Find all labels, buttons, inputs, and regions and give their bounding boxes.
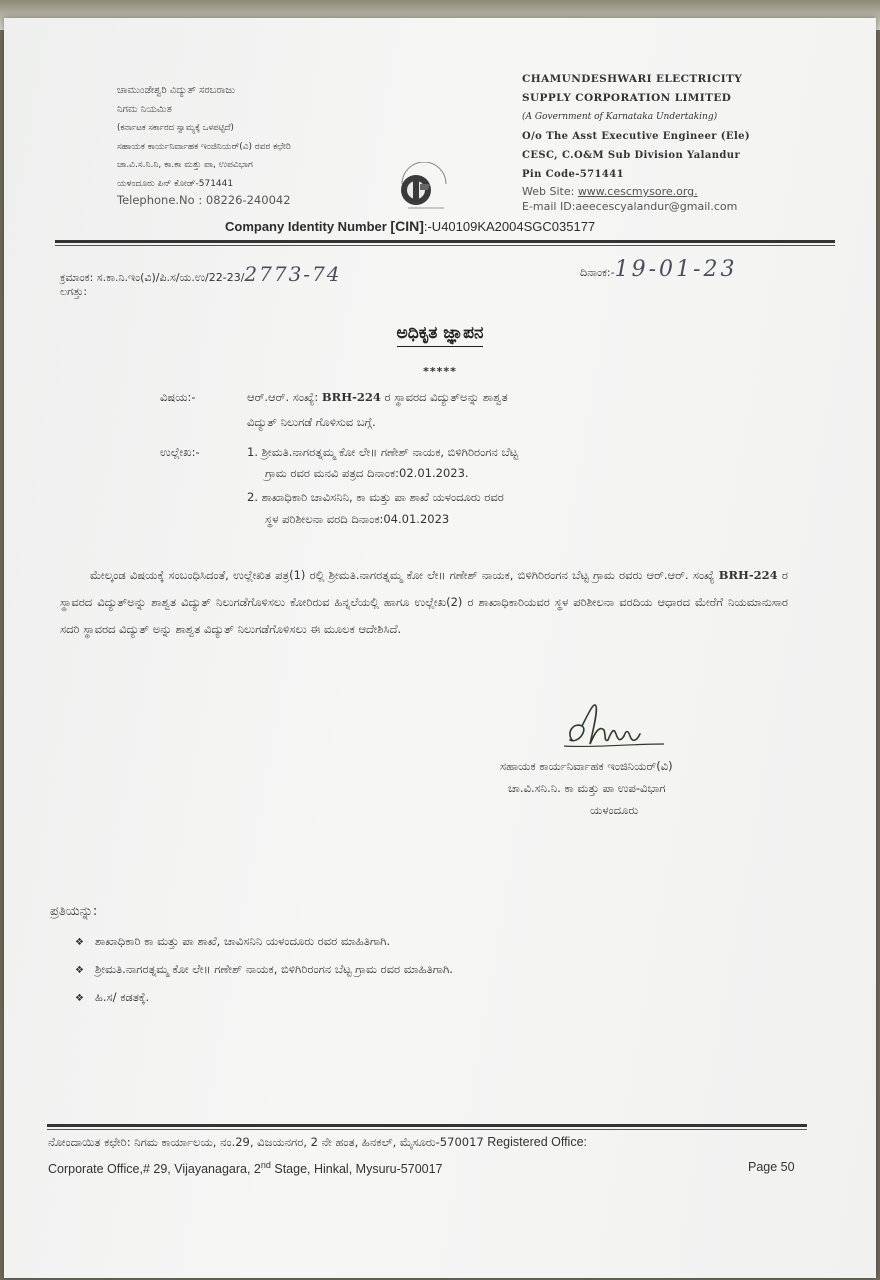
company-logo (394, 162, 454, 212)
reference-item-2-line-2: ಸ್ಥಳ ಪರಿಶೀಲನಾ ವರದಿ ದಿನಾಂಕ:04.01.2023 (265, 512, 450, 526)
list-item: ❖ ಹಿ.ಸ/ ಕಡತಕ್ಕೆ. (75, 984, 453, 1012)
footer-registered-office: ನೋಂದಾಯಿತ ಕಛೇರಿ: ನಿಗಮ ಕಾರ್ಯಾಲಯ, ನಂ.29, ವಿಜಯನಗರ, 2 ನೇ ಹಂತ, ಹಿನಕಲ್, ಮೈಸೂರು-570017 Registered Office: (48, 1135, 588, 1149)
telephone: Telephone.No : 08226-240042 (117, 193, 291, 207)
cin-label: Company Identity Number (225, 219, 391, 234)
subject-line-2: ವಿದ್ಯುತ್ ನಿಲುಗಡೆ ಗೊಳಿಸುವ ಬಗ್ಗೆ. (247, 415, 376, 429)
kannada-company-line: ನಿಗಮ ನಿಯಮಿತ (117, 103, 172, 115)
email-line: E-mail ID:aeecescyalandur@gmail.com (522, 200, 738, 213)
english-office-line: O/o The Asst Executive Engineer (Ele) (522, 131, 751, 142)
kannada-division-line: ಚಾ.ವಿ.ಸ.ನಿ.ನಿ, ಕಾ.ಕಾ ಮತ್ತು ಪಾ, ಉಪವಿಭಾಗ (117, 160, 253, 170)
kannada-company-line: ಚಾಮುಂಡೇಶ್ವರಿ ವಿದ್ಯುತ್ ಸರಬರಾಜು (117, 85, 236, 96)
english-division-line: CESC, C.O&M Sub Division Yalandur (522, 150, 741, 161)
handwritten-date: 19-01-23 (614, 257, 738, 282)
cin-value: :-U40109KA2004SGC035177 (423, 219, 596, 234)
signature-block (500, 755, 800, 821)
date (580, 257, 737, 282)
signatory-division: ಚಾ.ವಿ.ಸನಿ.ನಿ. ಕಾ ಮತ್ತು ಪಾ ಉಪ-ವಿಭಾಗ (508, 781, 666, 795)
website-line (522, 184, 750, 199)
subject-label: ವಿಷಯ:- (160, 390, 196, 404)
cin-tag: [CIN] (390, 218, 424, 234)
signatory-location: ಯಳಂದೂರು (590, 803, 639, 817)
letterhead-kannada (117, 82, 291, 193)
bullet-icon: ❖ (75, 937, 84, 948)
references-label: ಉಲ್ಲೇಖ:- (160, 445, 200, 459)
header-divider (55, 240, 835, 243)
kannada-office-line: ಸಹಾಯಕ ಕಾರ್ಯನಿರ್ವಾಹಕ ಇಂಜಿನಿಯರ್(ವಿ) ರವರ ಕಛೇರಿ (117, 141, 291, 152)
reference-label: ಕ್ರಮಾಂಕ: ಸ.ಕಾ.ನಿ.ಇಂ(ವಿ)/ಪಿ.ಸ/ಯ.ಉ/22-23/ (60, 271, 245, 284)
header-divider-thin (55, 245, 835, 246)
reference-item-1-line-1: 1. ಶ್ರೀಮತಿ.ನಾಗರತ್ನಮ್ಮ ಕೋ ಲೇ॥ ಗಣೇಶ್ ನಾಯಕ, ಬಿಳಿಗಿರಿರಂಗನ ಬೆಟ್ಟ (247, 445, 519, 459)
enclosure-label: ಲಗತ್ತು: (60, 285, 88, 298)
bullet-icon: ❖ (75, 965, 84, 976)
kannada-govt-line: (ಕರ್ನಾಟಕ ಸರ್ಕಾರದ ಸ್ವಾಮ್ಯಕ್ಕೆ ಒಳಪಟ್ಟಿದೆ) (117, 123, 234, 133)
handwritten-reference: 2773-74 (244, 262, 342, 286)
copies-title: ಪ್ರತಿಯನ್ನು: (50, 904, 98, 919)
reference-number (60, 262, 342, 286)
date-label: ದಿನಾಂಕ:- (580, 266, 615, 279)
list-item: ❖ ಶಾಖಾಧಿಕಾರಿ ಕಾ ಮತ್ತು ಪಾ ಶಾಖೆ, ಚಾವಿಸನಿನಿ ಯಳಂದೂರು ರವರ ಮಾಹಿತಿಗಾಗಿ. (75, 928, 453, 956)
page-number: Page 50 (748, 1160, 795, 1174)
english-company-name-2: SUPPLY CORPORATION LIMITED (522, 92, 732, 104)
website-link[interactable]: www.cescmysore.org. (577, 185, 698, 198)
title-stars: ***** (423, 365, 457, 378)
copies-list (75, 928, 453, 1012)
list-item: ❖ ಶ್ರೀಮತಿ.ನಾಗರತ್ನಮ್ಮ ಕೋ ಲೇ॥ ಗಣೇಶ್ ನಾಯಕ, ಬಿಳಿಗಿರಿರಂಗನ ಬೆಟ್ಟ ಗ್ರಾಮ ರವರ ಮಾಹಿತಿಗಾಗಿ. (75, 956, 453, 984)
memo-title: ಅಧಿಕೃತ ಜ್ಞಾಪನ (0, 323, 880, 343)
footer-divider-thin (47, 1129, 807, 1130)
signatory-designation: ಸಹಾಯಕ ಕಾರ್ಯನಿರ್ವಾಹಕ ಇಂಜಿನಿಯರ್(ವಿ) (500, 759, 673, 773)
letterhead-english (522, 70, 750, 214)
reference-item-2-line-1: 2. ಶಾಖಾಧಿಕಾರಿ ಚಾವಿಸನಿನಿ, ಕಾ ಮತ್ತು ಪಾ ಶಾಖೆ ಯಳಂದೂರು ರವರ (247, 490, 504, 504)
reference-item-1-line-2: ಗ್ರಾಮ ರವರ ಮನವಿ ಪತ್ರದ ದಿನಾಂಕ:02.01.2023. (265, 466, 469, 480)
website-label: Web Site: (522, 185, 578, 198)
english-pin-line: Pin Code-571441 (522, 169, 624, 180)
english-company-name: CHAMUNDESHWARI ELECTRICITY (522, 73, 743, 85)
footer-divider (47, 1124, 807, 1127)
bullet-icon: ❖ (75, 993, 84, 1004)
english-govt-line: (A Government of Karnataka Undertaking) (522, 112, 718, 122)
company-identity-number (225, 218, 595, 234)
memo-body: ಮೇಲ್ಕಂಡ ವಿಷಯಕ್ಕೆ ಸಂಬಂಧಿಸಿದಂತೆ, ಉಲ್ಲೇಖಿತ ಪತ್ರ(1) ರಲ್ಲಿ ಶ್ರೀಮತಿ.ನಾಗರತ್ನಮ್ಮ ಕೋ ಲೇ॥ ಗಣೇಶ್ ನಾಯಕ, ಬಿಳಿಗಿರಿರಂಗನ ಬೆಟ್ಟ ಗ್ರಾಮ ರವರು ಆರ್.ಆರ್. ಸಂಖ್ಯೆ BRH-224 ರ ಸ್ಥಾವರದ ವಿದ್ಯುತ್‌ಅನ್ನು ಶಾಶ್ವತ ವಿದ್ಯುತ್ ನಿಲುಗಡೆಗೊಳಿಸಲು ಕೋರಿರುವ ಹಿನ್ನಲೆಯಲ್ಲಿ ಹಾಗೂ ಉಲ್ಲೇಖ(2) ರ ಶಾಖಾಧಿಕಾರಿಯವರ ಸ್ಥಳ ಪರಿಶೀಲನಾ ವರದಿಯ ಆಧಾರದ ಮೇರೆಗೆ ನಿಯಮಾನುಸಾರ ಸದರಿ ಸ್ಥಾವರದ ವಿದ್ಯುತ್ ಅನ್ನು ಶಾಶ್ವತ ವಿದ್ಯುತ್ ನಿಲುಗಡೆಗೊಳಿಸಲು ಈ ಮೂಲಕ ಆದೇಶಿಸಿದೆ. (60, 568, 788, 636)
footer-corporate-office: Corporate Office,# 29, Vijayanagara, 2nd Stage, Hinkal, Mysuru-570017 (48, 1160, 443, 1177)
kannada-pin-line: ಯಳಂದೂರು ಪಿನ್ ಕೋಡ್-571441 (117, 178, 234, 189)
handwritten-signature (560, 700, 680, 760)
subject-line-1: ಆರ್.ಆರ್. ಸಂಖ್ಯೆ: BRH-224 ರ ಸ್ಥಾವರದ ವಿದ್ಯುತ್‌ಅನ್ನು ಶಾಶ್ವತ (247, 390, 508, 404)
